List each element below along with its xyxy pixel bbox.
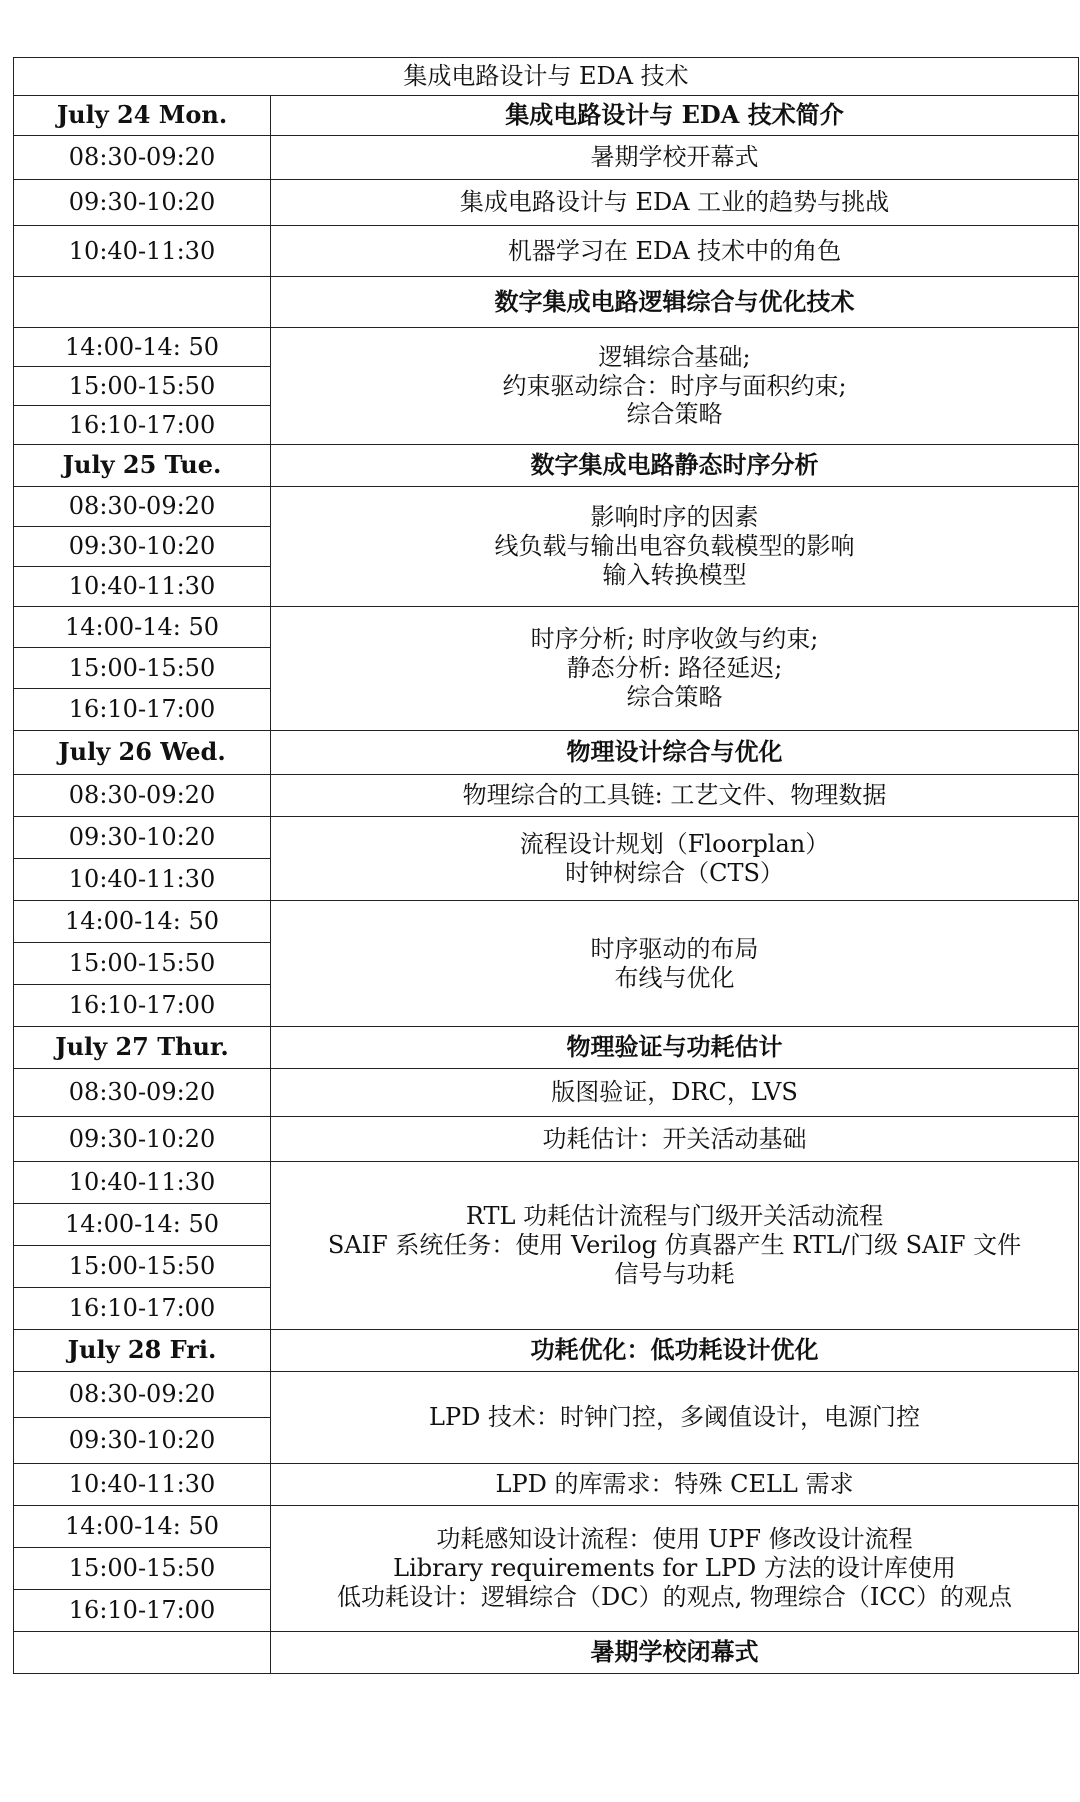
table-row <box>14 1372 1079 1418</box>
session-topic: 暑期学校开幕式 <box>271 136 1079 180</box>
session-heading: 功耗优化：低功耗设计优化 <box>271 1330 1079 1372</box>
session-topic-group <box>271 328 1079 445</box>
closing-row <box>14 1632 1079 1674</box>
table-row <box>14 817 1079 859</box>
day-header-row <box>14 1027 1079 1069</box>
session-topic: 版图验证，DRC，LVS <box>271 1069 1079 1117</box>
session-topic-group <box>271 1162 1079 1330</box>
time-slot: 14:00-14: 50 <box>14 328 271 367</box>
table-row <box>14 226 1079 277</box>
day-header-row <box>14 445 1079 487</box>
topic-line: 综合策略 <box>626 400 723 429</box>
session-heading: 物理验证与功耗估计 <box>271 1027 1079 1069</box>
session-topic: 物理综合的工具链: 工艺文件、物理数据 <box>271 775 1079 817</box>
day-header-row <box>14 1330 1079 1372</box>
schedule-table <box>13 57 1079 1674</box>
time-slot: 09:30-10:20 <box>14 527 271 567</box>
topic-line: 时序驱动的布局 <box>590 934 759 963</box>
title-row <box>14 58 1079 96</box>
day-header-row <box>14 96 1079 136</box>
session-topic: LPD 的库需求：特殊 CELL 需求 <box>271 1464 1079 1506</box>
topic-line: 流程设计规划（Floorplan） <box>519 829 830 858</box>
day-label-mon: July 24 Mon. <box>14 96 271 136</box>
topic-line: 线负载与输出电容负载模型的影响 <box>494 532 855 561</box>
time-slot: 09:30-10:20 <box>14 817 271 859</box>
time-slot: 16:10-17:00 <box>14 1590 271 1632</box>
time-slot: 15:00-15:50 <box>14 943 271 985</box>
topic-line: 静态分析: 路径延迟; <box>566 654 783 683</box>
time-slot: 10:40-11:30 <box>14 1162 271 1204</box>
day-label-fri: July 28 Fri. <box>14 1330 271 1372</box>
time-slot: 16:10-17:00 <box>14 406 271 445</box>
table-row <box>14 607 1079 648</box>
time-slot: 09:30-10:20 <box>14 1418 271 1464</box>
table-row <box>14 1162 1079 1204</box>
day-label-thu: July 27 Thur. <box>14 1027 271 1069</box>
time-slot: 14:00-14: 50 <box>14 1204 271 1246</box>
session-topic: 功耗估计：开关活动基础 <box>271 1117 1079 1162</box>
table-row <box>14 901 1079 943</box>
topic-line: 时序分析; 时序收敛与约束; <box>530 625 819 654</box>
day-label-tue: July 25 Tue. <box>14 445 271 487</box>
time-slot: 14:00-14: 50 <box>14 1506 271 1548</box>
time-slot: 14:00-14: 50 <box>14 901 271 943</box>
session-topic-group <box>271 1506 1079 1632</box>
table-row <box>14 277 1079 328</box>
topic-line: 低功耗设计：逻辑综合（DC）的观点, 物理综合（ICC）的观点 <box>336 1582 1013 1611</box>
table-row <box>14 1506 1079 1548</box>
time-slot: 09:30-10:20 <box>14 180 271 226</box>
session-heading: 数字集成电路静态时序分析 <box>271 445 1079 487</box>
time-slot: 10:40-11:30 <box>14 1464 271 1506</box>
time-slot: 16:10-17:00 <box>14 1288 271 1330</box>
session-topic: LPD 技术：时钟门控，多阈值设计，电源门控 <box>271 1372 1079 1464</box>
session-topic: 机器学习在 EDA 技术中的角色 <box>271 226 1079 277</box>
table-row <box>14 180 1079 226</box>
time-slot: 08:30-09:20 <box>14 775 271 817</box>
topic-line: 布线与优化 <box>614 963 735 992</box>
time-slot: 15:00-15:50 <box>14 1548 271 1590</box>
time-slot: 10:40-11:30 <box>14 567 271 607</box>
table-row <box>14 1117 1079 1162</box>
topic-line: 约束驱动综合：时序与面积约束; <box>502 371 847 400</box>
empty-cell <box>14 1632 271 1674</box>
topic-line: 输入转换模型 <box>602 560 747 589</box>
session-topic-group <box>271 901 1079 1027</box>
session-topic-group <box>271 487 1079 607</box>
schedule-title: 集成电路设计与 EDA 技术 <box>14 58 1079 96</box>
empty-cell <box>14 277 271 328</box>
session-topic: 集成电路设计与 EDA 工业的趋势与挑战 <box>271 180 1079 226</box>
table-row <box>14 136 1079 180</box>
table-row <box>14 775 1079 817</box>
topic-line: SAIF 系统任务：使用 Verilog 仿真器产生 RTL/门级 SAIF 文件 <box>327 1231 1022 1260</box>
time-slot: 10:40-11:30 <box>14 859 271 901</box>
table-row <box>14 1069 1079 1117</box>
time-slot: 09:30-10:20 <box>14 1117 271 1162</box>
session-topic-group <box>271 817 1079 901</box>
topic-line: 影响时序的因素 <box>590 503 759 532</box>
table-row <box>14 487 1079 527</box>
table-row <box>14 1464 1079 1506</box>
time-slot: 15:00-15:50 <box>14 648 271 689</box>
topic-line: Library requirements for LPD 方法的设计库使用 <box>393 1554 956 1583</box>
time-slot: 08:30-09:20 <box>14 1372 271 1418</box>
topic-line: 功耗感知设计流程：使用 UPF 修改设计流程 <box>436 1525 913 1554</box>
time-slot: 10:40-11:30 <box>14 226 271 277</box>
topic-line: 时钟树综合（CTS） <box>565 858 784 887</box>
time-slot: 15:00-15:50 <box>14 1246 271 1288</box>
topic-line: RTL 功耗估计流程与门级开关活动流程 <box>465 1202 884 1231</box>
time-slot: 08:30-09:20 <box>14 487 271 527</box>
topic-line: 信号与功耗 <box>614 1259 735 1288</box>
time-slot: 08:30-09:20 <box>14 136 271 180</box>
session-topic-group <box>271 607 1079 731</box>
time-slot: 16:10-17:00 <box>14 985 271 1027</box>
time-slot: 08:30-09:20 <box>14 1069 271 1117</box>
session-heading: 暑期学校闭幕式 <box>271 1632 1079 1674</box>
topic-line: 综合策略 <box>626 682 723 711</box>
time-slot: 16:10-17:00 <box>14 689 271 731</box>
day-label-wed: July 26 Wed. <box>14 731 271 775</box>
time-slot: 14:00-14: 50 <box>14 607 271 648</box>
session-heading: 物理设计综合与优化 <box>271 731 1079 775</box>
topic-line: 逻辑综合基础; <box>598 342 751 371</box>
session-heading: 集成电路设计与 EDA 技术简介 <box>271 96 1079 136</box>
table-row <box>14 328 1079 367</box>
day-header-row <box>14 731 1079 775</box>
session-heading: 数字集成电路逻辑综合与优化技术 <box>271 277 1079 328</box>
time-slot: 15:00-15:50 <box>14 367 271 406</box>
